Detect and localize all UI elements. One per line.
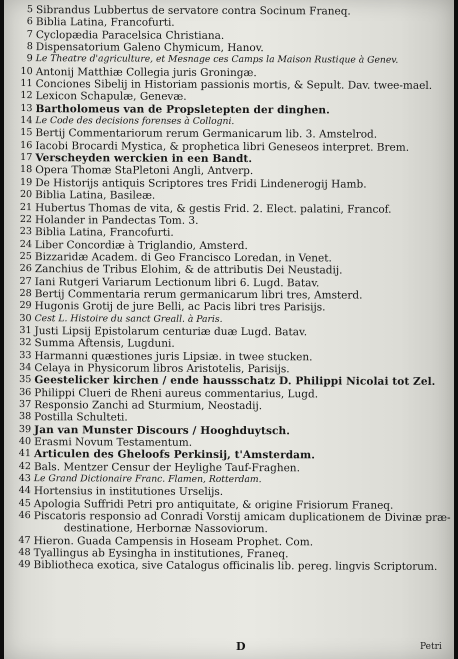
entry-number: 7: [26, 28, 33, 40]
entry-title: Jan van Munster Discours / Hooghduytsch.: [34, 423, 290, 437]
entry-number: 40: [18, 436, 32, 448]
entry-number: 44: [18, 485, 31, 497]
entry-number: 37: [19, 399, 32, 411]
entry-title: Bibliotheca exotica, sive Catalogus officinalis lib. pereg. lingvis Scriptorum.: [33, 559, 438, 574]
entry-number: 15: [20, 127, 33, 139]
entry-number: 38: [18, 411, 32, 423]
entry-title: Harmanni quæstiones juris Lipsiæ. in twee stucken.: [34, 349, 313, 363]
entry-number: 8: [26, 41, 33, 53]
book-page: [4, 0, 454, 659]
entry-number: 42: [18, 460, 32, 472]
entry-number: 31: [19, 324, 32, 337]
entry-number: 25: [19, 250, 32, 262]
entry-number: 14: [20, 115, 33, 127]
catalogue-entry: [6, 559, 446, 573]
entry-title: Erasmi Novum Testamentum.: [34, 436, 193, 449]
entry-title: Philippi Clueri de Rheni aureus commentarius, Lugd.: [34, 386, 319, 401]
entry-number: 24: [19, 238, 32, 250]
entry-number: 5: [26, 4, 33, 16]
entry-title: Apologia Suffridi Petri pro antiquitate, & origine Frisiorum Franeq.: [33, 497, 394, 512]
entry-number: 13: [20, 102, 33, 114]
catchword: Petri: [420, 642, 442, 652]
entry-title: Bertij Commentariorum rerum Germanicarum lib. 3. Amstelrod.: [35, 127, 378, 142]
entry-number: 27: [19, 275, 32, 287]
entry-number: 21: [19, 201, 33, 213]
entry-number: 16: [20, 139, 33, 151]
entry-number: 17: [20, 152, 33, 164]
entry-title: Hortensius in institutiones Urselijs.: [33, 485, 224, 499]
entry-number: 36: [19, 386, 32, 398]
entry-number: 43: [18, 473, 31, 485]
entry-number: 32: [19, 337, 32, 349]
entry-number: 33: [19, 349, 32, 361]
entry-title: Tyallingus ab Eysingha in institutiones, Franeq.: [33, 547, 289, 561]
entry-title: Cest L. Histoire du sanct Greall. à Paris.: [34, 312, 223, 325]
entry-title: Opera Thomæ StaPletoni Angli, Antverp.: [35, 164, 254, 178]
entry-title: Le Theatre d'agriculture, et Mesnage ces Camps la Maison Rustique à Genev.: [35, 53, 399, 67]
entry-title: Bartholomeus van de Propsletepten der dinghen.: [35, 102, 330, 117]
entry-number: 45: [18, 497, 31, 509]
entry-title: Lexicon Schapulæ, Genevæ.: [35, 90, 187, 104]
entry-title: Biblia Latina, Basileæ.: [35, 189, 156, 202]
entry-title: Sibrandus Lubbertus de servatore contra Socinum Franeq.: [35, 4, 351, 18]
entry-number: 41: [18, 448, 32, 460]
entry-title: Hugonis Grotij de jure Belli, ac Pacis libri tres Parisijs.: [34, 300, 326, 314]
entry-title: Piscatoris responsio ad Conradi Vorstij amicam duplicationem de Divinæ præ-: [33, 510, 451, 525]
entry-title: Biblia Latina, Francofurti.: [35, 16, 175, 30]
entry-title: Postilla Schulteti.: [34, 411, 128, 424]
entry-title: Articulen des Gheloofs Perkinsij, t'Amsterdam.: [34, 448, 316, 462]
entry-title: De Historijs antiquis Scriptores tres Fridi Lindenerogij Hamb.: [35, 176, 367, 191]
entry-title: Bertij Commentaria rerum germanicarum libri tres, Amsterd.: [34, 288, 363, 302]
entry-number: 10: [20, 65, 33, 77]
entry-title: Bals. Mentzer Censur der Heylighe Tauf-Fraghen.: [33, 460, 300, 474]
entry-number: 23: [19, 226, 33, 238]
entry-title: Liber Concordiæ à Triglandio, Amsterd.: [34, 238, 248, 252]
entry-number: 39: [18, 423, 32, 435]
signature-mark: D: [236, 640, 246, 653]
entry-title: Responsio Zanchi ad Sturmium, Neostadij.: [34, 399, 263, 413]
entry-title: Cyclopædia Paracelsica Christiana.: [35, 28, 225, 42]
entry-number: 12: [20, 90, 33, 102]
entry-number: 20: [19, 189, 33, 201]
entry-number: 34: [19, 362, 32, 374]
entry-number: 35: [19, 374, 32, 386]
entry-title: Holander in Pandectas Tom. 3.: [35, 213, 199, 227]
entry-title: Biblia Latina, Francofurti.: [34, 226, 174, 239]
entry-title: Geestelicker kirchen / ende haussschatz D. Philippi Nicolai tot Zel.: [34, 374, 436, 389]
entry-title: Iani Rutgeri Variarum Lectionum libri 6. Lugd. Batav.: [34, 275, 320, 289]
entry-number: 26: [19, 263, 32, 275]
entry-title: Zanchius de Tribus Elohim, & de attributis Dei Neustadij.: [34, 263, 343, 277]
entry-number: 6: [26, 16, 33, 28]
entry-title: Conciones Sibelij in Historiam passionis mortis, & Sepult. Dav. twee-mael.: [35, 78, 433, 92]
entry-title: Hieron. Guada Campensis in Hoseam Prophet. Com.: [33, 534, 314, 549]
entry-title: Justi Lipsij Epistolarum centuriæ duæ Lugd. Batav.: [34, 325, 308, 339]
entry-title: Le Grand Dictionaire Franc. Flamen, Rotterdam.: [33, 473, 262, 486]
entry-number: 9: [26, 53, 33, 65]
catalogue-list: [6, 4, 451, 574]
entry-number: 29: [19, 300, 32, 312]
entry-title: destinatione, Herbornæ Nassoviorum.: [63, 522, 268, 536]
entry-title: Summa Aftensis, Lugduni.: [34, 337, 175, 351]
entry-title: Iacobi Brocardi Mystica, & prophetica libri Geneseos interpret. Brem.: [35, 139, 410, 154]
entry-title: Verscheyden werckien in een Bandt.: [35, 152, 253, 166]
entry-number: 19: [19, 176, 33, 188]
entry-number: 49: [18, 559, 31, 571]
entry-number: 11: [20, 78, 33, 90]
entry-title: Celaya in Physicorum libros Aristotelis, Parisijs.: [34, 362, 290, 376]
entry-title: Antonij Matthiæ Collegia juris Groningæ.: [35, 65, 257, 79]
entry-number: 47: [18, 534, 31, 546]
entry-number: 18: [20, 164, 33, 176]
entry-number: 46: [18, 510, 31, 522]
entry-title: Le Code des decisions forenses à Collogni.: [35, 115, 235, 128]
entry-number: 28: [19, 287, 32, 300]
entry-number: 48: [18, 547, 31, 559]
entry-title: Dispensatorium Galeno Chymicum, Hanov.: [35, 41, 264, 55]
entry-title: Hubertus Thomas de vita, & gestis Frid. 2. Elect. palatini, Francof.: [35, 201, 392, 216]
entry-title: Bizzaridæ Academ. di Geo Francisco Loredan, in Venet.: [34, 250, 332, 265]
entry-number: 22: [19, 213, 33, 225]
entry-number: 30: [19, 312, 32, 324]
